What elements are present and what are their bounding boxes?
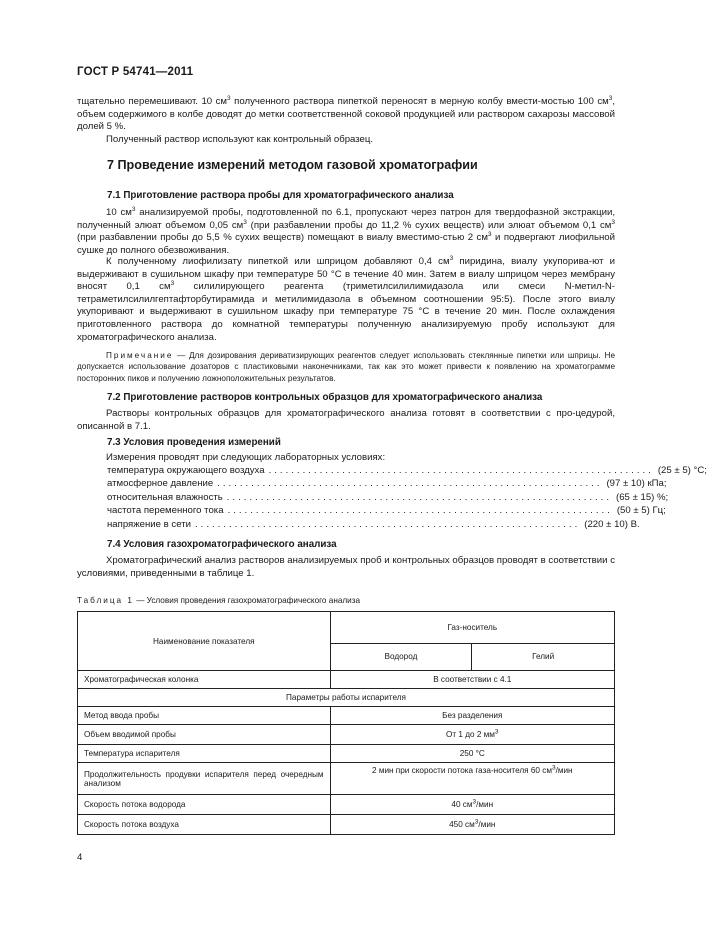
superscript: 3 [449, 254, 454, 262]
text-run: силилирующего реагента (триметилсилилимидазола или смеси N-метил-N-тетраметилсилилгептафторбутирамида и метилимидазола в объемном соотношении 95:5). После этого виалу укупоривают и выдерживают в сушильном шкафу при температуре 75 °С в течение 20 мин. После охлаждения приготовленного раствора до комнатной температуры полученную анализируемую пробу используют для хроматографического анализа. [77, 281, 615, 343]
leader-dots: .................................................................... [227, 505, 613, 517]
table-cell-name: Метод ввода пробы [78, 707, 331, 725]
intro-paragraph [77, 96, 615, 134]
page-number: 4 [77, 852, 83, 863]
superscript: 3 [170, 280, 175, 287]
section-7-3-intro: Измерения проводят при следующих лабораторных условиях: [106, 452, 386, 463]
note-label: Примечание [106, 351, 174, 360]
table-caption [77, 596, 360, 605]
table-cell-value: Без разделения [330, 707, 614, 725]
table-header-carrier: Газ-носитель [330, 612, 614, 644]
text-run: К полученному лиофилизату пипеткой или шприцом добавляют 0,4 см [106, 256, 450, 267]
table-cell-name: Скорость потока воздуха [78, 815, 331, 835]
table-group-row [78, 689, 615, 707]
section-7-4-heading: 7.4 Условия газохроматографического анализа [107, 539, 337, 550]
section-7-heading: 7 Проведение измерений методом газовой хроматографии [107, 158, 478, 172]
table-row [78, 763, 615, 795]
text-run: полученного раствора пипеткой переносят в мерную колбу вмести-мостью 100 см [230, 96, 609, 107]
text-run: анализируемой пробы, подготовленной по 6.1, пропускают через патрон для твердофазной экстракции, полученный элюат объемом 0,05 см [77, 207, 615, 231]
section-7-2-paragraph: Растворы контрольных образцов для хроматографического анализа готовят в соответствии с про-цедурой, описанной в 7.1. [77, 408, 615, 432]
table-row [78, 671, 615, 689]
superscript: 3 [243, 218, 247, 226]
table-cell-value [330, 725, 614, 745]
text-run: /мин [476, 800, 494, 809]
superscript: 3 [494, 728, 499, 736]
table-cell-name: Хроматографическая колонка [78, 671, 331, 689]
table-row [78, 725, 615, 745]
superscript: 3 [472, 798, 477, 806]
section-7-2-heading: 7.2 Приготовление растворов контрольных образцов для хроматографического анализа [107, 392, 543, 403]
section-7-3-heading: 7.3 Условия проведения измерений [107, 437, 281, 448]
text-run: 40 см [451, 800, 473, 809]
condition-label: напряжение в сети [107, 518, 191, 530]
table-cell-value [330, 763, 614, 795]
conditions-list [107, 464, 707, 531]
text-run: (при разбавлении пробы до 11,2 % сухих веществ) или элюат объемом 0,1 см [246, 219, 612, 231]
table-group-label: Параметры работы испарителя [78, 689, 615, 707]
document-header: ГОСТ Р 54741—2011 [77, 66, 194, 78]
condition-label: температура окружающего воздуха [107, 465, 265, 476]
section-7-1-heading: 7.1 Приготовление раствора пробы для хроматографического анализа [107, 190, 454, 201]
table-row [78, 815, 615, 835]
table-cell-value: В соответствии с 4.1 [330, 671, 614, 689]
table-row [78, 795, 615, 815]
superscript: 3 [227, 94, 231, 102]
superscript: 3 [608, 94, 613, 102]
text-run: пиридина, виалу укупорива-ют и выдерживают в сушильном шкафу при температуре 50 °С в течение 40 мин. Затем в виалу шприцом через мембрану вносят 0,1 см [77, 256, 616, 293]
condition-value: (97 ± 10) кПа; [606, 478, 667, 490]
table-header-row [78, 612, 615, 644]
leader-dots: .................................................................... [217, 478, 603, 490]
note-text: — Для дозирования дериватизирующих реагентов следует использовать стеклянные пипетки или шприцы. Не допускается использование дозаторов с пластиковыми наконечниками, так как это может привести к появлению на хроматограмме посторонних пиков и получению ложноположительных результатов. [77, 351, 615, 383]
condition-value: (220 ± 10) В. [584, 518, 640, 530]
conditions-table [77, 611, 615, 835]
text-run: 2 мин при скорости потока газа-носителя 60 см [371, 766, 552, 775]
text-run: и подвергают лиофильной сушке до полного обезвоживания. [77, 232, 615, 256]
condition-label: атмосферное давление [107, 478, 214, 490]
condition-value: (25 ± 5) °С; [657, 465, 707, 476]
text-run: /мин [555, 766, 573, 775]
section-7-4-paragraph: Хроматографический анализ растворов анализируемых проб и контрольных образцов проводят в соответствии с условиями, приведенными в таблице 1. [77, 555, 615, 579]
table-cell-value [330, 795, 614, 815]
leader-dots: .................................................................... [226, 491, 613, 503]
text-run: /мин [478, 820, 496, 829]
table-cell-value [330, 815, 614, 835]
text-run: 450 см [449, 820, 475, 829]
table-cell-value: 250 °С [330, 745, 614, 763]
table-cell-name: Продолжительность продувки испарителя перед очередным анализом [78, 763, 331, 795]
section-7-1-paragraph-1 [77, 207, 615, 257]
text-run: (при разбавлении пробы до 5,5 % сухих веществ) помещают в виалу вместимо-стью 2 см [77, 232, 488, 244]
condition-row [107, 464, 707, 477]
condition-row [107, 518, 640, 531]
text-run: 10 см [106, 207, 132, 218]
superscript: 3 [551, 764, 556, 772]
intro-paragraph-2: Полученный раствор используют как контрольный образец. [106, 134, 374, 145]
table-cell-name: Объем вводимой пробы [78, 725, 331, 745]
table-header-helium: Гелий [472, 643, 615, 670]
condition-row [107, 491, 669, 504]
superscript: 3 [487, 231, 492, 238]
condition-row [107, 477, 667, 490]
superscript: 3 [474, 818, 479, 826]
section-7-1-paragraph-2 [77, 256, 615, 344]
superscript: 3 [131, 205, 136, 213]
condition-label: относительная влажность [107, 491, 223, 503]
table-cell-name: Скорость потока водорода [78, 795, 331, 815]
superscript: 3 [611, 218, 615, 226]
table-caption-text: — Условия проведения газохроматографического анализа [133, 596, 361, 605]
text-run: тщательно перемешивают. 10 см [77, 96, 228, 107]
condition-label: частота переменного тока [107, 505, 224, 517]
condition-value: (50 ± 5) Гц; [616, 505, 666, 517]
text-run: , объем содержимого в колбе доводят до метки соответственной соковой продукцией или раствором сахарозы массовой долей 5 %. [77, 96, 616, 133]
table-row [78, 707, 615, 725]
condition-row [107, 504, 666, 517]
text-run: От 1 до 2 мм [446, 730, 495, 739]
leader-dots: .................................................................... [195, 518, 581, 530]
note-paragraph [77, 350, 615, 384]
table-cell-name: Температура испарителя [78, 745, 331, 763]
table-caption-label: Таблица 1 [77, 596, 134, 605]
table-header-hydrogen: Водород [330, 643, 472, 670]
leader-dots: .................................................................... [268, 465, 654, 476]
table-row [78, 745, 615, 763]
condition-value: (65 ± 15) %; [616, 491, 669, 503]
table-header-param: Наименование показателя [78, 612, 331, 671]
